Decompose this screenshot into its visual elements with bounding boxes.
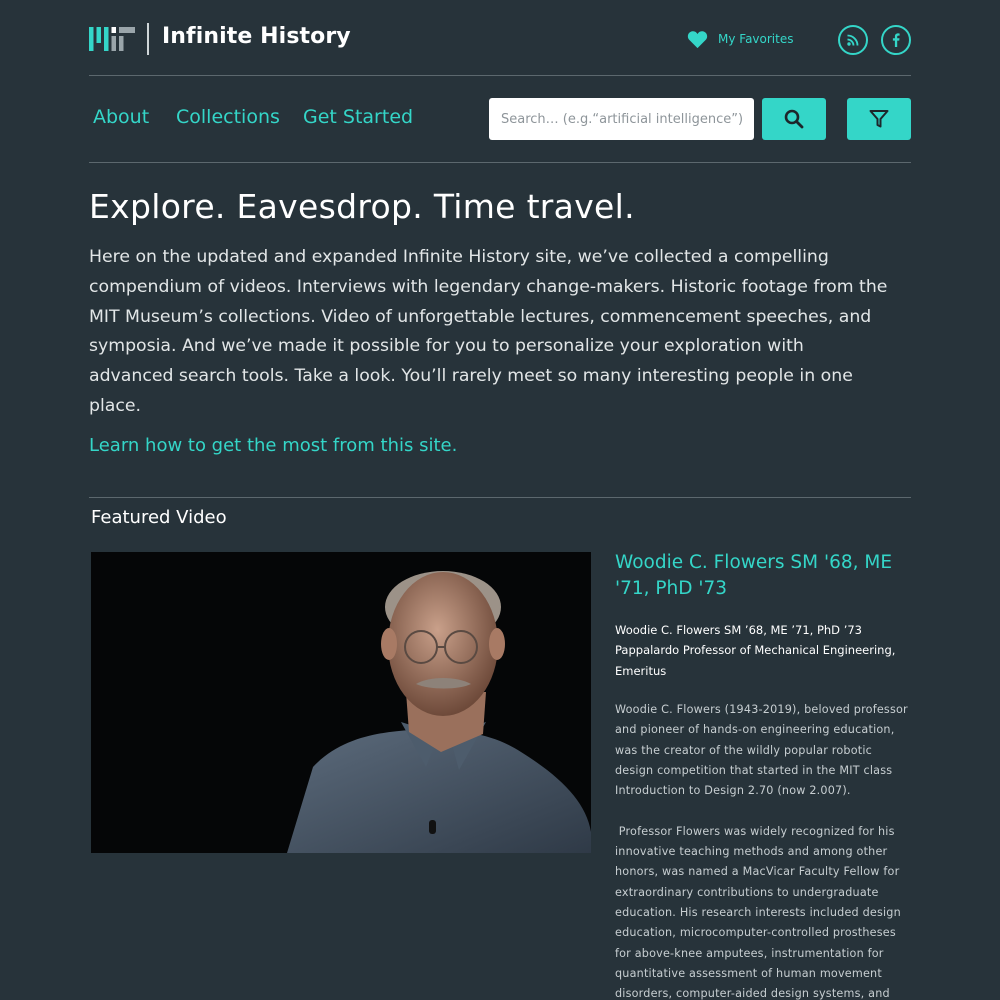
facebook-button[interactable] <box>881 25 911 55</box>
subject-role: Pappalardo Professor of Mechanical Engineering, Emeritus <box>615 643 896 678</box>
nav-about[interactable]: About <box>93 106 150 128</box>
site-title[interactable]: Infinite History <box>162 24 351 49</box>
header-divider <box>89 75 911 76</box>
facebook-icon <box>892 33 900 47</box>
heart-icon[interactable] <box>687 30 708 49</box>
search-icon <box>784 109 804 129</box>
subject-info <box>615 620 907 681</box>
rss-button[interactable] <box>838 25 868 55</box>
rss-icon <box>847 34 859 46</box>
bio-paragraph: Professor Flowers was widely recognized for his innovative teaching methods and among other honors, was named a MacVicar Faculty Fellow for extraordinary contributions to undergraduate education. His research interests included design education, microcomputer-controlled prostheses for above-knee amputees, instrumentation for quantitative assessment of human movement disorders, computer-aided design systems, and <box>615 824 901 1000</box>
featured-video-player[interactable] <box>91 552 591 853</box>
my-favorites-link[interactable]: My Favorites <box>718 32 794 46</box>
page-headline: Explore. Eavesdrop. Time travel. <box>89 187 635 226</box>
subject-bio <box>615 700 910 1000</box>
learn-more-link[interactable]: Learn how to get the most from this site. <box>89 435 458 456</box>
featured-video-heading: Featured Video <box>91 507 227 528</box>
filter-icon <box>869 109 889 129</box>
nav-collections[interactable]: Collections <box>176 106 280 128</box>
mit-logo[interactable] <box>89 27 135 51</box>
nav-get-started[interactable]: Get Started <box>303 106 414 128</box>
logo-divider <box>147 23 149 55</box>
subject-name: Woodie C. Flowers SM ’68, ME ’71, PhD ’73 <box>615 623 862 637</box>
video-portrait-image <box>91 552 591 853</box>
intro-paragraph: Here on the updated and expanded Infinite History site, we’ve collected a compelling compendium of videos. Interviews with legendary change-makers. Historic footage from the MIT Museum’s collections. Video of unforgettable lectures, commencement speeches, and symposia. And we’ve made it possible for you to personalize your exploration with advanced search tools. Take a look. You’ll rarely meet so many interesting people in one place. <box>89 247 888 416</box>
video-title[interactable]: Woodie C. Flowers SM '68, ME '71, PhD '73 <box>615 552 893 599</box>
search-button[interactable] <box>762 98 826 140</box>
featured-divider <box>89 497 911 498</box>
nav-divider <box>89 162 911 163</box>
search-input[interactable] <box>489 98 754 140</box>
bio-paragraph: Woodie C. Flowers (1943-2019), beloved professor and pioneer of hands-on engineering education, was the creator of the wildly popular robotic design competition that started in the MIT class Introduction to Design 2.70 (now 2.007). <box>615 703 908 798</box>
filter-button[interactable] <box>847 98 911 140</box>
